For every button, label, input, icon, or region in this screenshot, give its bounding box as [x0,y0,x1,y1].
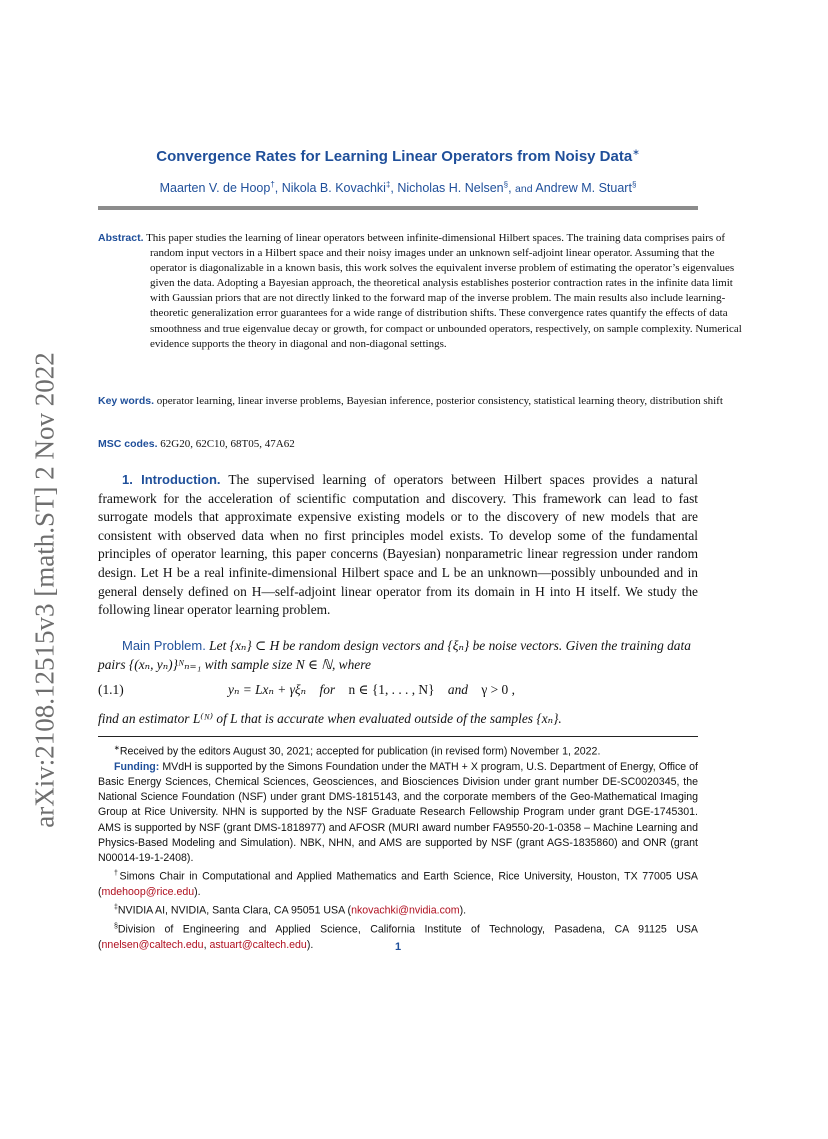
title-divider [98,206,698,210]
email-link[interactable]: astuart@caltech.edu [209,938,307,951]
main-problem [98,637,698,674]
arxiv-sidebar [20,340,70,840]
title-footnote-mark: ∗ [632,147,640,157]
equation-condition: γ > 0 , [481,682,515,697]
email-link[interactable]: nkovachki@nvidia.com [351,904,460,917]
author-mark: § [503,180,509,189]
introduction-section [98,471,698,620]
abstract-text: This paper studies the learning of linear operators between infinite-dimensional Hilbert spaces. The training data comprises pairs of random input vectors in a Hilbert space and their noisy images under an unknown self-adjoint linear operator. Assuming that the operator is diagonalizable in a known basis, this work solves the equivalent inverse problem of estimating the operator’s eigenvalues given the data. Adopting a Bayesian approach, the theoretical analysis establishes posterior contraction rates in the infinite data limit with Gaussian priors that are not directly linked to the forward map of the inverse problem. The main results also include learning-theoretic generalization error guarantees for a wide range of distribution shifts. These convergence rates quantify the effects of data smoothness and true eigenvalue decay or growth, for compact or unbounded operators, respectively, on sample complexity. Numerical evidence supports the theory in diagonal and non-diagonal settings. [146,232,742,350]
section-heading: 1. Introduction. [122,472,221,487]
equation-and: and [447,682,468,697]
email-link[interactable]: mdehoop@rice.edu [101,885,195,898]
author-name: Nicholas H. Nelsen [397,181,504,196]
page-number: 1 [394,941,402,953]
footnote-affiliation-3: §Division of Engineering and Applied Science, California Institute of Technology, Pasadena, CA 91125 USA (nnelsen@caltech.edu, astuart@caltech.edu). [98,922,698,951]
funding-label: Funding: [114,760,160,773]
title-text: Convergence Rates for Learning Linear Operators from Noisy Data [156,148,633,165]
email-link[interactable]: nnelsen@caltech.edu [101,938,204,951]
author-name: Nikola B. Kovachki [281,181,386,196]
author-name: Andrew M. Stuart [535,181,632,196]
author-and: and [515,183,533,196]
footnote-affiliation-2: ‡NVIDIA AI, NVIDIA, Santa Clara, CA 95051 USA (nkovachki@nvidia.com). [114,904,467,917]
author-name: Maarten V. de Hoop [159,181,271,196]
author-list: Maarten V. de Hoop†, Nikola B. Kovachki‡, Nicholas H. Nelsen§, and Andrew M. Stuart§ [159,180,637,196]
msc-label: MSC codes. [98,438,158,450]
footnotes [98,741,698,953]
author-mark: † [270,180,275,189]
msc-text: 62G20, 62C10, 68T05, 47A62 [160,438,295,450]
equation-for: for [319,682,336,697]
equation-number: (1.1) [98,682,124,697]
author-mark: ‡ [385,180,391,189]
intro-paragraph: The supervised learning of operators between Hilbert spaces provides a natural framework for the acceleration of scientific computation and discovery. This framework can lead to fast surrogate models that approximate expensive existing models or to the discovery of new models that are consistent with observed data when no first principles model exists. To develop some of the fundamental principles of operator learning, this paper concerns (Bayesian) nonparametric linear regression under random design. Let H be a real infinite-dimensional Hilbert space and L be an unknown—possibly unbounded and in general densely defined on H—self-adjoint linear operator from its domain in H into H itself. We study the following linear operator learning problem. [98,472,699,618]
equation-lhs: yₙ = Lxₙ + γξₙ [228,682,307,697]
arxiv-id-stamp: arXiv:2108.12515v3 [math.ST] 2 Nov 2022 [29,352,60,828]
author-mark: § [631,180,637,189]
msc-codes [98,438,698,450]
abstract [98,231,750,352]
keywords-label: Key words. [98,395,155,407]
equation-body [228,682,515,698]
keywords-text: operator learning, linear inverse problems, Bayesian inference, posterior consistency, statistical learning theory, distribution shift [156,395,723,407]
equation-range: n ∈ {1, . . . , N} [348,682,435,697]
main-problem-text: Let {xₙ} ⊂ H be random design vectors and {ξₙ} be noise vectors. Given the training data pairs {(xₙ, yₙ)}ᴺₙ₌₁ with sample size N ∈ ℕ, where [98,638,691,672]
equation-1-1 [98,682,698,702]
main-problem-label: Main Problem. [122,638,206,653]
problem-statement-end: find an estimator L⁽ᴺ⁾ of L that is accurate when evaluated outside of the samples {xₙ}. [98,711,562,726]
footnote-received: ∗Received by the editors August 30, 2021; accepted for publication (in revised form) November 1, 2022. [114,745,601,758]
footnote-divider [98,736,698,737]
footnote-funding: Funding: MVdH is supported by the Simons Foundation under the MATH + X program, U.S. Department of Energy, Office of Basic Energy Sciences, Chemical Sciences, Geosciences, and Biosciences Division under grant number DE-SC0020345, the National Science Foundation (NSF) under grant DMS-1815143, and the corporate members of the Geo-Mathematical Imaging Group at Rice University. NHN is supported by the NSF Graduate Research Fellowship Program under grant DGE-1745301. AMS is supported by NSF (grant DMS-1818977) and AFOSR (MURI award number FA9550-20-1-0358 – Machine Learning and Physics-Based Modeling and Simulation). NBK, NHN, and AMS are supported by NSF (grant AGS-1835860) and ONR (grant N00014-19-1-2408). [98,760,698,864]
keywords [98,394,750,409]
abstract-label: Abstract. [98,232,144,244]
footnote-affiliation-1: †Simons Chair in Computational and Applied Mathematics and Earth Science, Rice University, Houston, TX 77005 USA (mdehoop@rice.edu). [98,870,698,898]
paper-title [98,147,698,165]
